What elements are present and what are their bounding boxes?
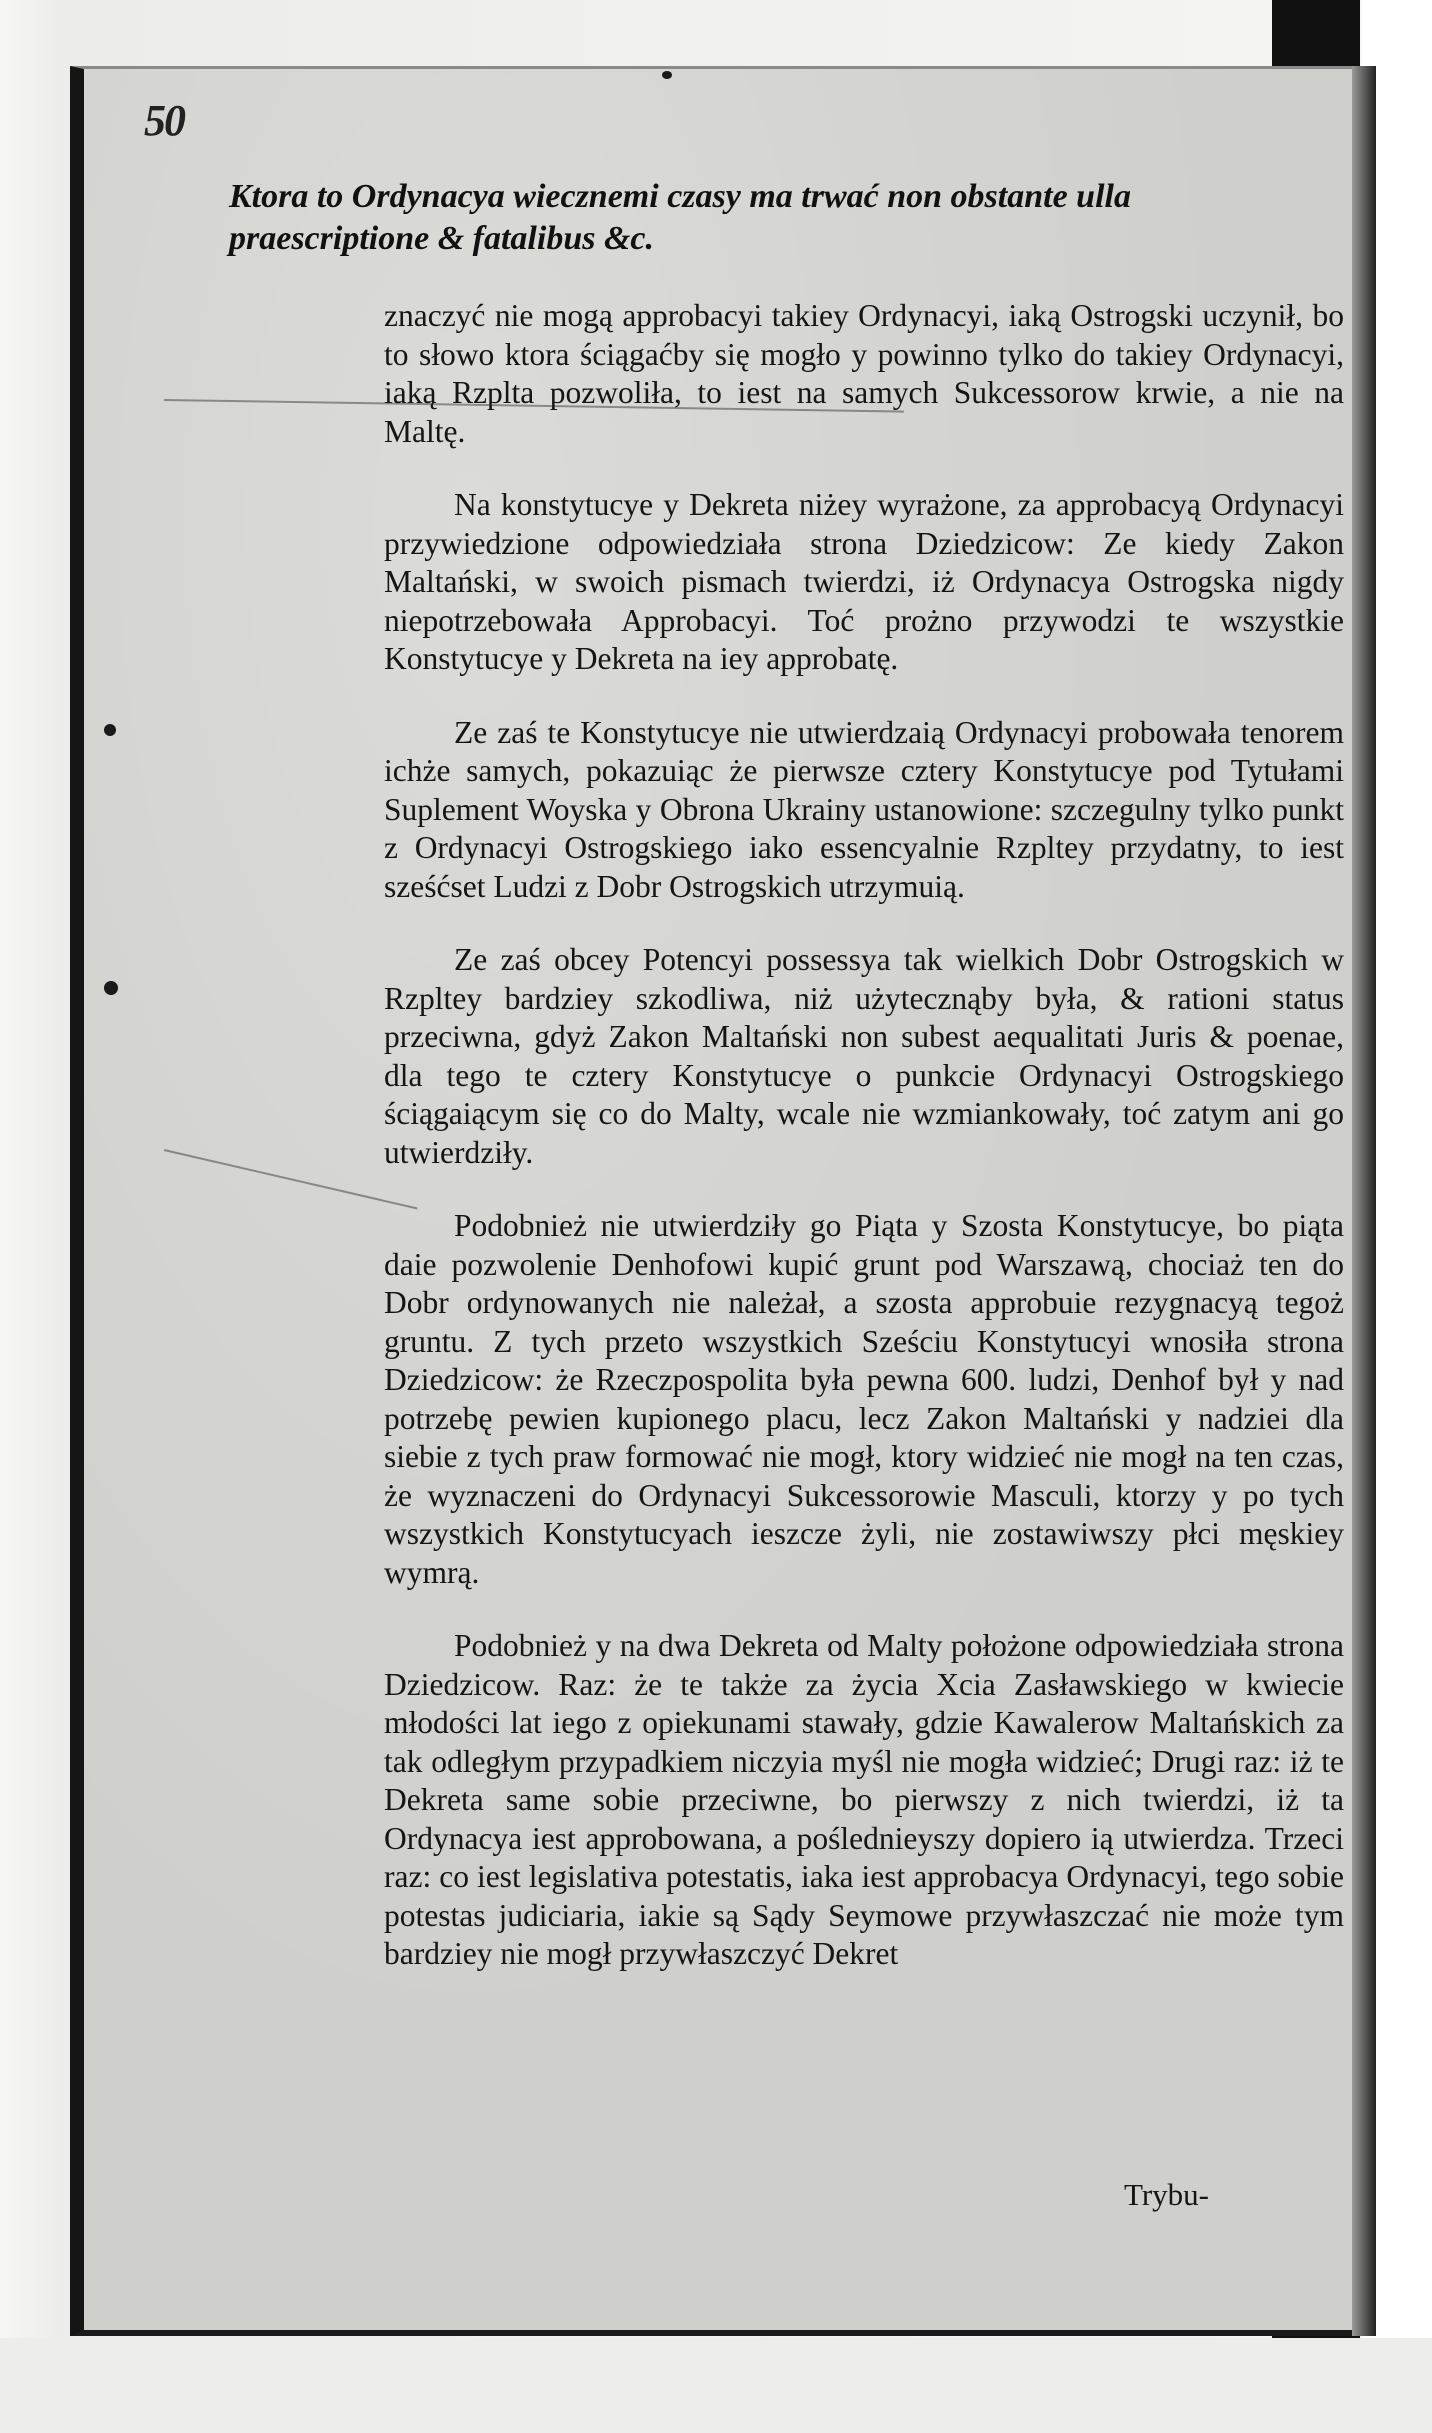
paragraph: znaczyć nie mogą approbacyi takiey Ordynacyi, iaką Ostrogski uczynił, bo to słowo ktora ściągaćby się mogło y powinno tylko do takiey Ordynacyi, iaką Rzplta pozwoliła, to iest na samych Sukcessorow krwie, a nie na Maltę. xyxy=(384,298,1344,449)
catchword: Trybu- xyxy=(1124,2177,1209,2212)
page-edge-shadow xyxy=(1352,66,1376,2336)
scan-bottom-margin xyxy=(0,2338,1432,2433)
ink-spot xyxy=(104,724,116,736)
paragraph: Na konstytucye y Dekreta niżey wyrażone, za approbacyą Ordynacyi przywiedzione odpowiedziała strona Dziedzicow: Ze kiedy Zakon Maltański, w swoich pismach twierdzi, iż Ordynacya Ostrogska nigdy niepotrzebowała Approbacyi. Toć prożno przywodzi te wszystkie Konstytucye y Dekreta na iey approbatę. xyxy=(384,487,1344,676)
scan-scratch xyxy=(164,1149,418,1209)
ink-spot xyxy=(104,981,118,995)
document-page xyxy=(70,66,1376,2336)
paragraph: Podobnież nie utwierdziły go Piąta y Szosta Konstytucye, bo piąta daie pozwolenie Denhofowi kupić grunt pod Warszawą, chociaż ten do Dobr ordynowanych nie należał, a szosta approbuie rezygnacyą tegoż gruntu. Z tych przeto wszystkich Sześciu Konstytucyi wnosiła strona Dziedzicow: że Rzeczpospolita była pewna 600. ludzi, Denhof był y nad potrzebę pewien kupionego placu, lecz Zakon Maltański y nadziei dla siebie z tych praw formować nie mogł, ktory widzieć nie mogł na ten czas, że wyznaczeni do Ordynacyi Sukcessorowie Masculi, ktorzy y po tych wszystkich Konstytucyach ieszcze żyli, nie zostawiwszy płci męskiey wymrą. xyxy=(384,1208,1344,1590)
paragraph: Ze zaś te Konstytucye nie utwierdzaią Ordynacyi probowała tenorem ichże samych, pokazuiąc że pierwsze cztery Konstytucye pod Tytułami Suplement Woyska y Obrona Ukrainy ustanowione: szczegulny tylko punkt z Ordynacyi Ostrogskiego iako essencyalnie Rzpltey przydatny, to iest sześćset Ludzi z Dobr Ostrogskich utrzymuią. xyxy=(384,714,1344,904)
header-line-2: praescriptione & fatalibus &c. xyxy=(229,220,654,257)
paragraph: Ze zaś obcey Potencyi possessya tak wielkich Dobr Ostrogskich w Rzpltey bardziey szkodliwa, niż użytecznąby była, & rationi status przeciwna, gdyż Zakon Maltański non subest aequalitati Juris & poenae, dla tego te cztery Konstytucye o punkcie Ordynacyi Ostrogskiego ściągaiącym się co do Malty, wcale nie wzmiankowały, toć zatym ani go utwierdziły. xyxy=(384,942,1344,1170)
ink-spot xyxy=(662,71,672,79)
body-text xyxy=(384,297,1344,2009)
header-line-1: Ktora to Ordynacya wiecznemi czasy ma trwać non obstante ulla xyxy=(229,178,1131,215)
page-number: 50 xyxy=(144,96,184,145)
paragraph: Podobnież y na dwa Dekreta od Malty położone odpowiedziała strona Dziedzicow. Raz: że te także za życia Xcia Zasławskiego w kwiecie młodości lat iego z opiekunami stawały, gdzie Kawalerow Maltańskich za tak odległym przypadkiem niczyia myśl nie mogła widzieć; Drugi raz: iż te Dekreta same sobie przeciwne, bo pierwszy z nich twierdzi, iż ta Ordynacya iest approbowana, a poślednieyszy dopiero ią utwierdza. Trzeci raz: co iest legislativa potestatis, iaka iest approbacya Ordynacyi, tego sobie potestas judiciaria, iakie są Sądy Seymowe przywłaszczać nie może tym bardziey nie mogł przywłaszczyć Dekret xyxy=(384,1628,1344,1971)
